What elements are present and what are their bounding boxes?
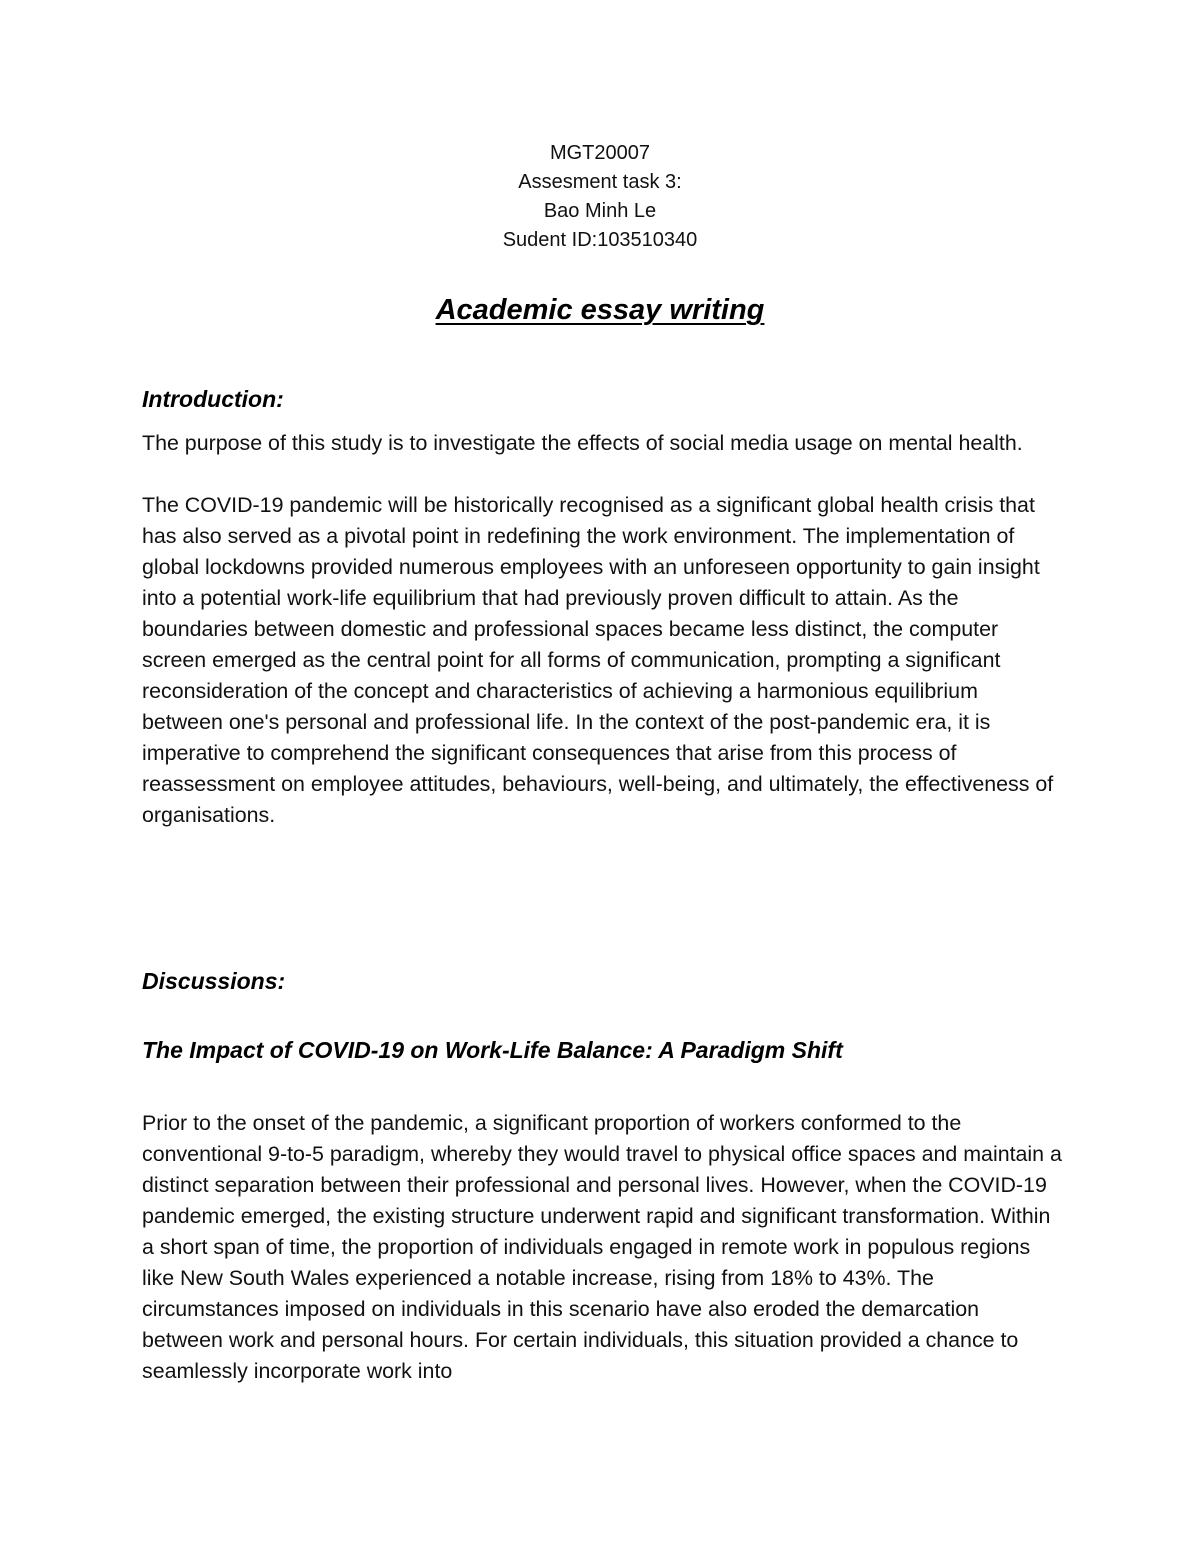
introduction-heading: Introduction: xyxy=(142,386,284,412)
student-id: Sudent ID:103510340 xyxy=(502,229,698,251)
course-code: MGT20007 xyxy=(549,142,651,164)
author-name: Bao Minh Le xyxy=(543,200,657,222)
document-title: Academic essay writing xyxy=(435,294,765,326)
discussions-heading: Discussions: xyxy=(142,968,286,994)
assessment-task: Assesment task 3: xyxy=(518,171,682,193)
introduction-paragraph-purpose: The purpose of this study is to investigate the effects of social media usage on mental health. xyxy=(142,431,1023,455)
introduction-paragraph-covid: The COVID-19 pandemic will be historically recognised as a significant global health crisis that has also served as a pivotal point in redefining the work environment. The implementation of global lockdowns provided numerous employees with an unforeseen opportunity to gain insight into a potential work-life equilibrium that had previously proven difficult to attain. As the boundaries between domestic and professional spaces became less distinct, the computer screen emerged as the central point for all forms of communication, prompting a significant reconsideration of the concept and characteristics of achieving a harmonious equilibrium between one's personal and professional life. In the context of the post-pandemic era, it is imperative to comprehend the significant consequences that arise from this process of reassessment on employee attitudes, behaviours, well-being, and ultimately, the effectiveness of organisations. xyxy=(142,493,1054,827)
discussions-subheading: The Impact of COVID-19 on Work-Life Balance: A Paradigm Shift xyxy=(142,1037,843,1063)
document-header xyxy=(0,139,1200,255)
discussions-paragraph-prior: Prior to the onset of the pandemic, a significant proportion of workers conformed to the conventional 9-to-5 paradigm, whereby they would travel to physical office spaces and maintain a distinct separation between their professional and personal lives. However, when the COVID-19 pandemic emerged, the existing structure underwent rapid and significant transformation. Within a short span of time, the proportion of individuals engaged in remote work in populous regions like New South Wales experienced a notable increase, rising from 18% to 43%. The circumstances imposed on individuals in this scenario have also eroded the demarcation between work and personal hours. For certain individuals, this situation provided a chance to seamlessly incorporate work into xyxy=(142,1111,1062,1383)
